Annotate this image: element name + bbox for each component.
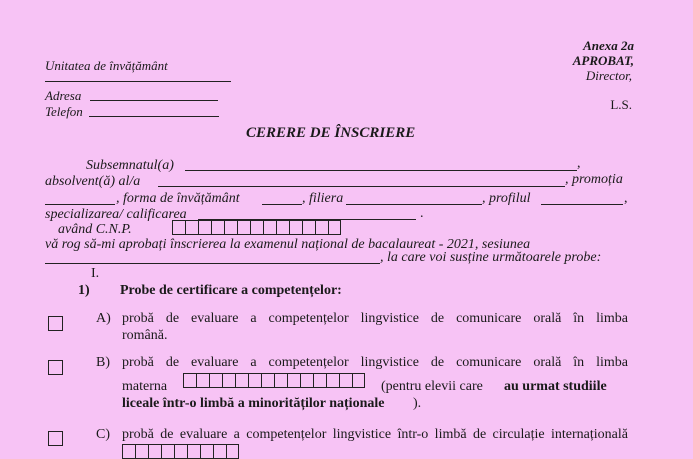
comma: , xyxy=(577,156,581,171)
request-line-2: , la care voi susține următoarele probe: xyxy=(380,250,602,265)
branch-label: , filiera xyxy=(302,191,344,206)
address-line[interactable] xyxy=(90,100,218,101)
cnp-box xyxy=(315,220,328,235)
lang-box xyxy=(161,444,174,459)
education-form-line[interactable] xyxy=(262,204,302,205)
lang-box xyxy=(135,444,148,459)
comma: , xyxy=(624,191,628,206)
lang-box xyxy=(222,373,235,388)
phone-line[interactable] xyxy=(89,116,219,117)
section-heading: Probe de certificare a competențelor: xyxy=(120,283,342,298)
lang-box xyxy=(196,373,209,388)
lang-box xyxy=(248,373,261,388)
lang-box xyxy=(122,444,135,459)
lang-box xyxy=(313,373,326,388)
school-graduated-line[interactable] xyxy=(158,186,565,187)
item-b-bold: au urmat studiile xyxy=(504,379,607,394)
lang-box xyxy=(226,444,239,459)
name-line[interactable] xyxy=(185,170,577,171)
item-c-letter: C) xyxy=(96,427,110,442)
cnp-label: având C.N.P. xyxy=(58,222,132,237)
undersigned-label: Subsemnatul(a) xyxy=(86,158,174,173)
lang-box xyxy=(200,444,213,459)
item-b-letter: B) xyxy=(96,355,110,370)
cnp-boxes[interactable] xyxy=(172,220,341,235)
lang-box xyxy=(339,373,352,388)
request-line-1: vă rog să-mi aprobați înscrierea la examenul național de bacalaureat - 2021, sesiunea xyxy=(45,237,531,252)
cnp-box xyxy=(198,220,211,235)
lang-box xyxy=(326,373,339,388)
cnp-box xyxy=(263,220,276,235)
session-line[interactable] xyxy=(45,263,380,264)
item-a-line1: probă de evaluare a competențelor lingvistice de comunicare orală în limba xyxy=(122,311,628,326)
lang-box xyxy=(183,373,196,388)
profile-line[interactable] xyxy=(541,204,623,205)
ls-label: L.S. xyxy=(610,97,632,112)
phone-label: Telefon xyxy=(45,104,83,119)
lang-box xyxy=(287,373,300,388)
cnp-box xyxy=(328,220,341,235)
checkbox-c[interactable] xyxy=(48,431,63,446)
lang-box xyxy=(187,444,200,459)
language-boxes[interactable] xyxy=(183,373,365,388)
item-a-line2: română. xyxy=(122,328,168,343)
cnp-box xyxy=(211,220,224,235)
foreign-language-boxes[interactable] xyxy=(122,444,239,459)
director-label: Director, xyxy=(585,68,632,83)
promo-label: , promoția xyxy=(565,172,623,187)
school-line[interactable] xyxy=(45,81,231,82)
lang-box xyxy=(148,444,161,459)
lang-box xyxy=(261,373,274,388)
cnp-box xyxy=(276,220,289,235)
section-roman: I. xyxy=(91,266,100,281)
cnp-box xyxy=(302,220,315,235)
item-b-mid: (pentru elevii care xyxy=(381,379,483,394)
specialization-label: specializarea/ calificarea xyxy=(45,207,187,222)
checkbox-a[interactable] xyxy=(48,316,63,331)
branch-line[interactable] xyxy=(346,204,482,205)
lang-box xyxy=(352,373,365,388)
item-b-materna: materna xyxy=(122,379,168,394)
lang-box xyxy=(235,373,248,388)
annex-label: Anexa 2a xyxy=(583,38,634,53)
item-a-letter: A) xyxy=(96,311,111,326)
checkbox-b[interactable] xyxy=(48,360,63,375)
item-b-line3-end: ). xyxy=(413,396,422,411)
lang-box xyxy=(300,373,313,388)
item-b-line1: probă de evaluare a competențelor lingvistice de comunicare orală în limba xyxy=(122,355,628,370)
cnp-box xyxy=(250,220,263,235)
cnp-box xyxy=(172,220,185,235)
school-label: Unitatea de învățământ xyxy=(45,58,168,73)
period: . xyxy=(420,206,424,221)
approved-label: APROBAT, xyxy=(572,53,634,68)
item-c-line1: probă de evaluare a competențelor lingvistice într-o limbă de circulație internațională xyxy=(122,427,628,442)
profile-label: , profilul xyxy=(482,191,531,206)
cnp-box xyxy=(237,220,250,235)
page-title: CERERE DE ÎNSCRIERE xyxy=(246,125,416,141)
lang-box xyxy=(274,373,287,388)
lang-box xyxy=(213,444,226,459)
section-number: 1) xyxy=(78,283,90,298)
cnp-box xyxy=(289,220,302,235)
graduate-label: absolvent(ă) al/a xyxy=(45,174,141,189)
item-b-line3-bold: liceale într-o limbă a minorităților naționale xyxy=(122,396,385,411)
promo-line[interactable] xyxy=(45,204,115,205)
lang-box xyxy=(174,444,187,459)
lang-box xyxy=(209,373,222,388)
cnp-box xyxy=(185,220,198,235)
education-form-label: , forma de învățământ xyxy=(116,191,240,206)
address-label: Adresa xyxy=(45,88,82,103)
cnp-box xyxy=(224,220,237,235)
